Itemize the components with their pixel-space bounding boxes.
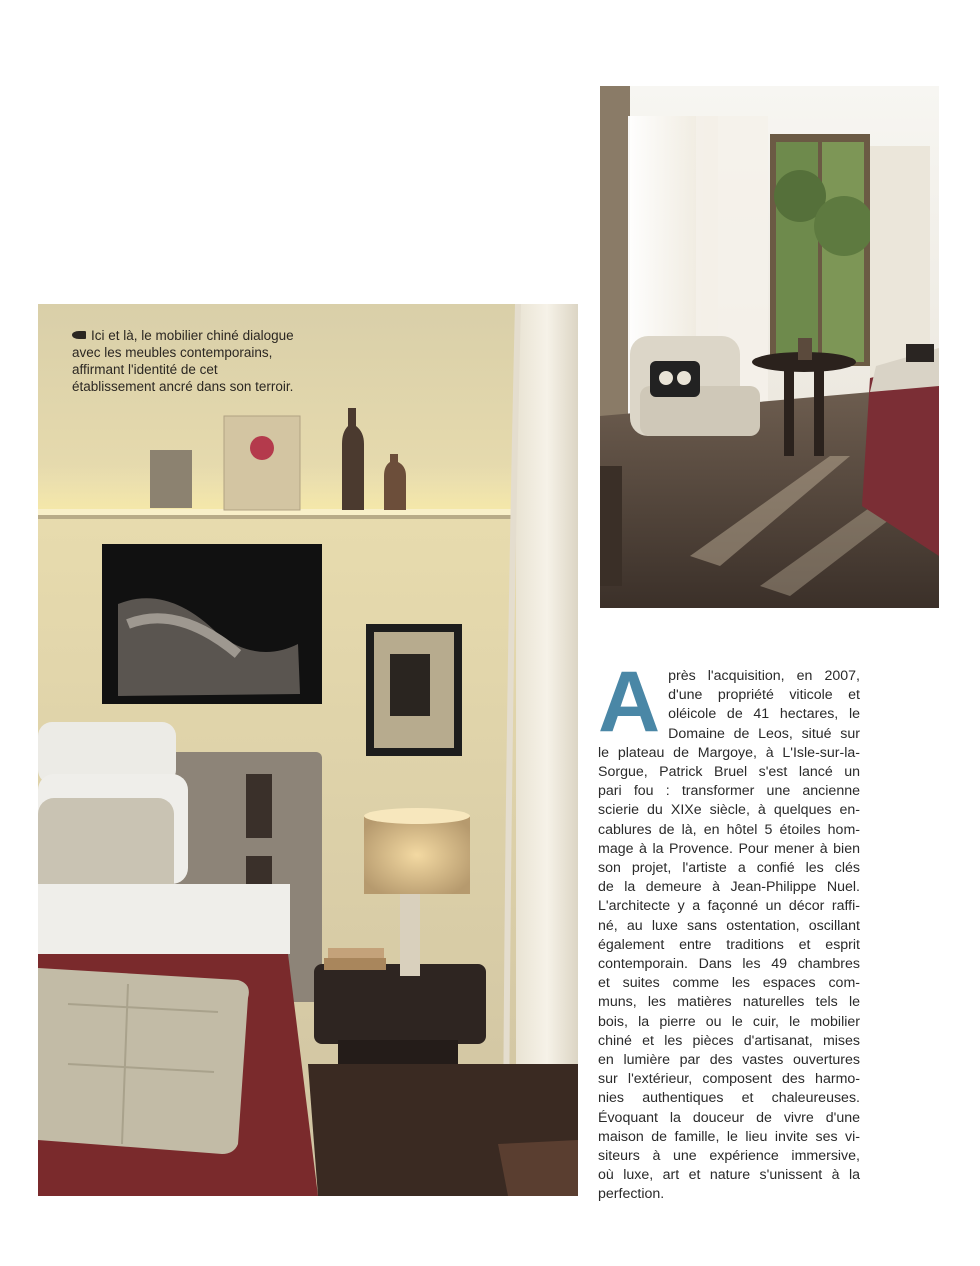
caption-line: avec les meubles contemporains, [72, 345, 273, 360]
arrow-bullet-icon [72, 331, 86, 339]
article-line: le plateau de Margoye, à L'Isle-sur-la- [598, 744, 860, 761]
article-line: contemporain. Dans les 49 chambres [598, 956, 860, 973]
article-line: né, au luxe sans ostentation, oscillant [598, 917, 860, 934]
article-line: et suites comme les espaces com- [598, 975, 860, 992]
drop-cap: A [598, 654, 661, 750]
article-line: également entre traditions et esprit [598, 936, 860, 953]
article-line: maison de famille, le lieu invite ses vi- [598, 1128, 860, 1145]
article-line: Évoquant la douceur de vivre d'une [598, 1109, 860, 1126]
article-line: scierie du XIXe siècle, à quelques en- [598, 802, 860, 819]
article-line: d'une propriété viticole et [668, 687, 860, 704]
article-line: mage à la Provence. Pour mener à bien [598, 840, 860, 857]
caption-line: affirmant l'identité de cet [72, 362, 218, 377]
caption-line: Ici et là, le mobilier chiné dialogue [72, 327, 322, 344]
article-line: où luxe, art et nature s'unissent à la [598, 1167, 860, 1184]
article-line: bois, la pierre ou le cuir, le mobilier [598, 1013, 860, 1030]
article-line: sur l'extérieur, composent des harmo- [598, 1071, 860, 1088]
room-photo [600, 86, 939, 608]
article-line: L'architecte y a façonné un décor raffi- [598, 898, 860, 915]
article-line: son projet, l'artiste a confié les clés [598, 860, 860, 877]
bedroom-photo [38, 304, 578, 1196]
article-line: en lumière par des vastes ouvertures [598, 1052, 860, 1069]
article-line: oléicole de 41 hectares, le [668, 706, 860, 723]
photo-caption [72, 327, 322, 395]
article-body [598, 654, 860, 1205]
article-line: Sorgue, Patrick Bruel s'est lancé un [598, 764, 860, 781]
article-line: de la demeure à Jean-Philippe Nuel. [598, 879, 860, 896]
article-line: nies authentiques et chaleureuses. [598, 1090, 860, 1107]
article-line: perfection. [598, 1186, 665, 1203]
article-line: Domaine de Leos, situé sur [668, 725, 860, 742]
caption-line: établissement ancré dans son terroir. [72, 379, 294, 394]
article-line: siteurs à une expérience immersive, [598, 1148, 860, 1165]
article-line: cablures de là, en hôtel 5 étoiles hom- [598, 821, 860, 838]
article-line: près l'acquisition, en 2007, [668, 668, 860, 684]
article-line: pari fou : transformer une ancienne [598, 783, 860, 800]
article-line: chiné et les pièces d'artisanat, mises [598, 1032, 860, 1049]
article-line: muns, les matières naturelles tels le [598, 994, 860, 1011]
